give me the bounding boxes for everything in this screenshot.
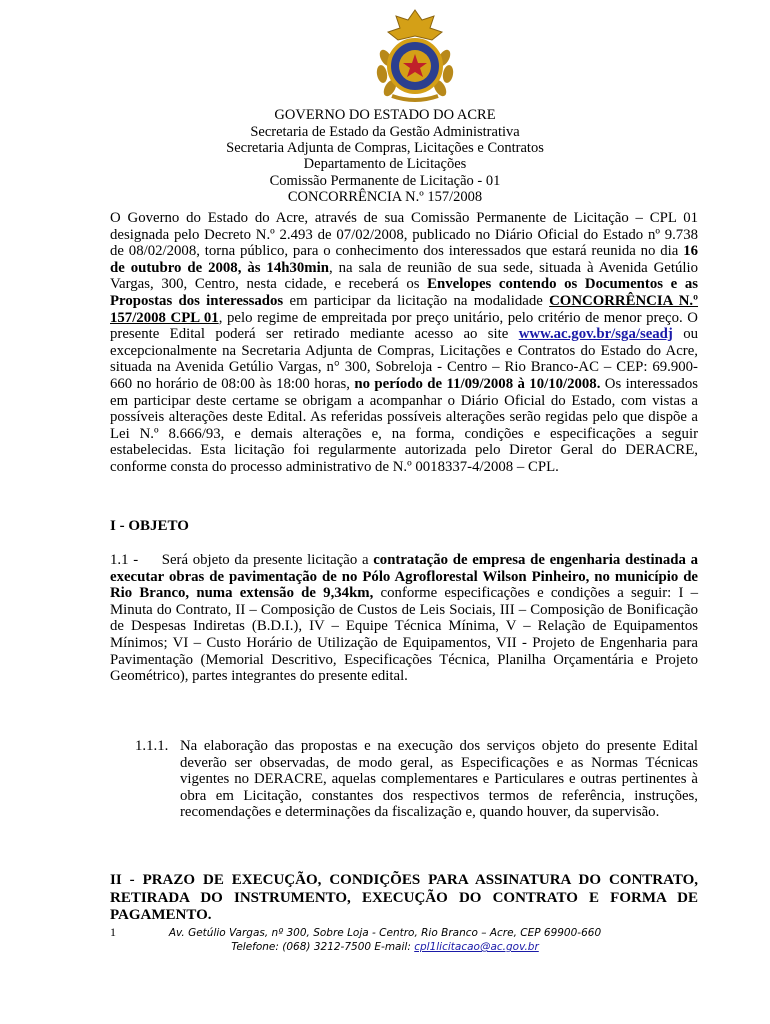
- clause-text: conforme especificações e condições a seguir: I – Minuta do Contrato, II – Composição de Custos de Leis Sociais, III – Composição de Bonificação de Despesas Indiretas (B.D.I.), IV – Equipe Técnica Mínima, V – Relação de Equipamentos Mínimos; VI – Custo Horário de Utilização de Equipamentos, VII - Projeto de Engenharia para Pavimentação (Memorial Descritivo, Especificações Técnica, Planilha Orçamentária e Projeto Geométrico), partes integrantes do presente edital.: [110, 585, 699, 685]
- intro-text: em participar da licitação na modalidade: [283, 292, 550, 309]
- intro-modality: CONCORRÊNCIA N.º 157/2008 CPL 01: [110, 292, 699, 326]
- header-secretariat: Secretaria de Estado da Gestão Administrativa: [250, 124, 520, 140]
- header-commission: Comissão Permanente de Licitação - 01: [269, 173, 501, 189]
- section-prazo-title: II - PRAZO DE EXECUÇÃO, CONDIÇÕES PARA ASSINATURA DO CONTRATO, RETIRADA DO INSTRUMENTO, EXECUÇÃO DO CONTRATO E FORMA DE PAGAMENTO.: [110, 872, 698, 923]
- clause-1-1-1-number: 1.1.1.: [135, 738, 169, 754]
- site-link[interactable]: www.ac.gov.br/sga/seadj: [518, 326, 673, 343]
- clause-number: 1.1 -: [110, 552, 139, 568]
- intro-text: , na sala de reunião de sua sede, situada à Avenida Getúlio Vargas, 300, Centro, nesta cidade, e receberá os: [110, 259, 698, 293]
- footer-address: Av. Getúlio Vargas, nº 300, Sobre Loja - Centro, Rio Branco – Acre, CEP 69900-660: [168, 927, 602, 939]
- intro-text: ou excepcionalmente na Secretaria Adjunta de Compras, Licitações e Contratos do Estado do Acre, situada na Avenida Getúlio Vargas, n° 300, Sobreloja - Centro – Rio Branco-AC – CEP: 69.900-660 no horário de 08:00 às 18:00 horas,: [110, 326, 698, 392]
- coat-of-arms-seal: [372, 6, 458, 104]
- intro-date: 16 de outubro de 2008, às 14h30min: [110, 243, 698, 276]
- intro-text: O Governo do Estado do Acre, através de sua Comissão Permanente de Licitação – CPL 01 designada pelo Decreto N.º 2.493 de 07/02/2008, publicado no Diário Oficial do Estado nº 9.738 de 08/02/2008, torna público, para o conhecimento dos interessados que estará reunida no dia: [110, 210, 698, 260]
- footer-phone: Telefone: (068) 3212-7500 E-mail:: [231, 941, 415, 953]
- intro-envelopes: Envelopes contendo os Documentos e as Propostas dos interessados: [110, 276, 698, 309]
- clause-1-1-1: Na elaboração das propostas e na execução dos serviços objeto do presente Edital deverão ser observadas, de modo geral, as Especificações e as Normas Técnicas vigentes no DERACRE, aquelas complementares e Particulares e outras pertinentes à obra em Licitação, constantes dos respectivos termos de referência, instruções, recomendações e determinações da fiscalização e, quando houver, da supervisão.: [180, 738, 698, 821]
- section-objeto-title: I - OBJETO: [110, 518, 189, 534]
- intro-period: no período de 11/09/2008 à 10/10/2008.: [354, 375, 601, 392]
- header-concorrencia: CONCORRÊNCIA N.º 157/2008: [287, 189, 483, 205]
- clause-text: Será objeto da presente licitação a: [161, 552, 374, 568]
- clause-1-1: [110, 552, 698, 685]
- page-number: 1: [110, 925, 116, 939]
- header-department: Departamento de Licitações: [303, 156, 467, 172]
- intro-text: Os interessados em participar deste certame se obrigam a acompanhar o Diário Oficial do Estado, com vistas a possíveis alterações deste Edital. As referidas possíveis alterações serão regidas pelo que dispõe a Lei N.º 8.666/93, e demais alterações e, na forma, condições e especificações a seguir estabelecidas. Esta licitação foi regularmente autorizada pelo Diretor Geral do DERACRE, conforme consta do processo administrativo de N.º 0018337-4/2008 – CPL.: [110, 375, 698, 475]
- header-adjunct-secretariat: Secretaria Adjunta de Compras, Licitações e Contratos: [226, 140, 544, 156]
- header-government: GOVERNO DO ESTADO DO ACRE: [274, 107, 496, 123]
- clause-object: contratação de empresa de engenharia destinada a executar obras de pavimentação de no Pólo Agroflorestal Wilson Pinheiro, no município de Rio Branco, numa extensão de 9,34km,: [110, 552, 698, 602]
- intro-paragraph: [110, 210, 698, 476]
- intro-text: , pelo regime de empreitada por preço unitário, pelo critério de menor preço. O presente Edital poderá ser retirado mediante acesso ao site: [110, 309, 698, 343]
- footer-email-link[interactable]: cpl1licitacao@ac.gov.br: [414, 941, 539, 953]
- footer-contact: [0, 940, 770, 954]
